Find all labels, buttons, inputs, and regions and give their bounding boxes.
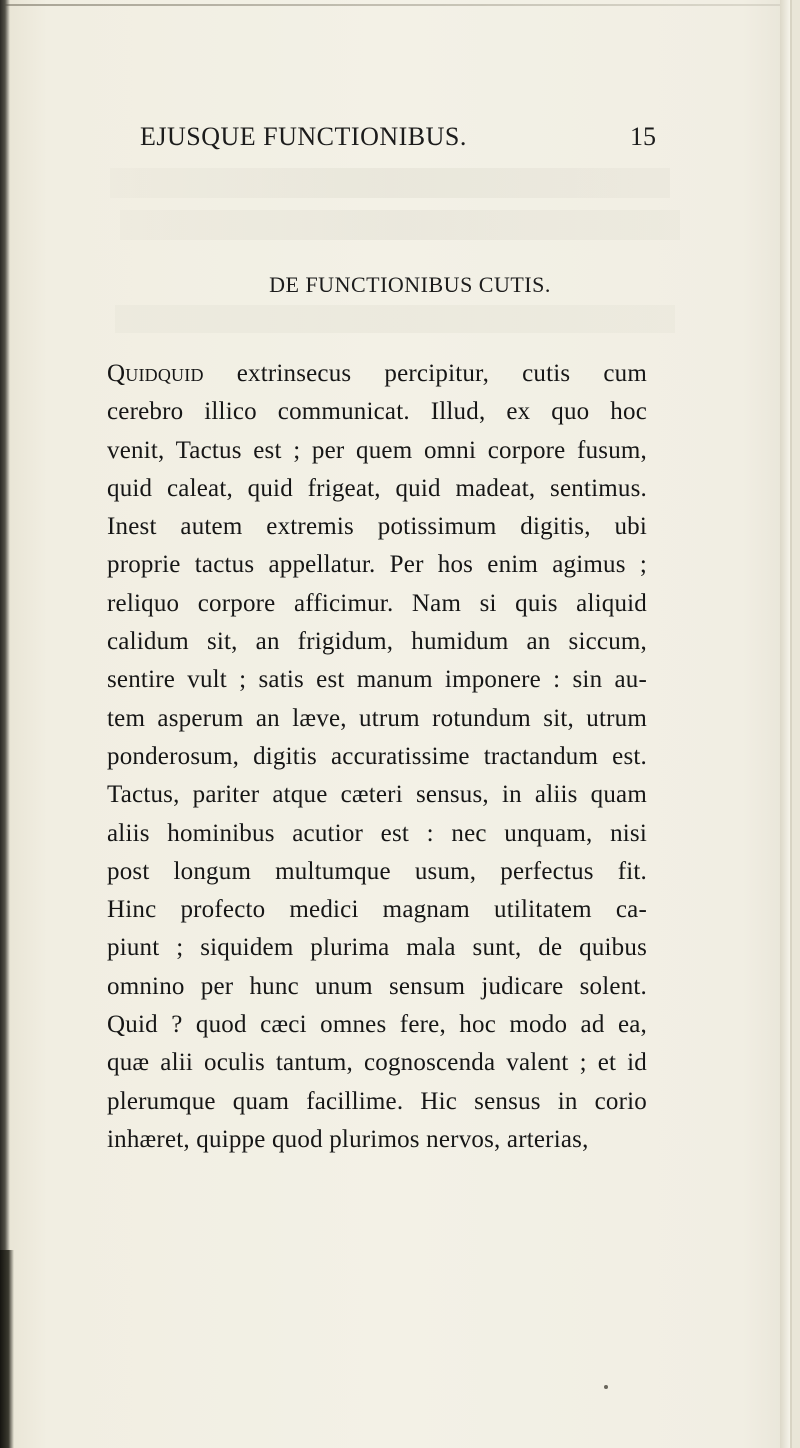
text-line (107, 432, 647, 470)
text-line (107, 1006, 647, 1044)
text-line (107, 623, 647, 661)
line-text: extrinsecus percipitur, cutis cum (203, 360, 647, 387)
line-text: Hinc profecto medici magnam utilitatem ca- (107, 896, 647, 924)
line-text: quid caleat, quid frigeat, quid madeat, sentimus. (107, 474, 647, 502)
text-line (107, 1044, 647, 1082)
text-line (107, 929, 647, 967)
text-line (107, 1083, 647, 1121)
line-text: ponderosum, digitis accuratissime tractandum est. (107, 742, 647, 770)
text-line (107, 393, 647, 431)
paragraph (107, 355, 647, 1159)
running-head-title: EJUSQUE FUNCTIONIBUS. (140, 122, 467, 151)
text-line (107, 355, 647, 393)
text-line (107, 776, 647, 814)
line-text: Inest autem extremis potissimum digitis, ubi (107, 513, 647, 541)
line-text: venit, Tactus est ; per quem omni corpore fusum, (107, 436, 647, 464)
line-text: calidum sit, an frigidum, humidum an siccum, (107, 628, 647, 656)
line-text: proprie tactus appellatur. Per hos enim agimus ; (107, 551, 647, 579)
page-speck (604, 1385, 608, 1389)
page-right-edge (780, 0, 790, 1448)
line-text: cerebro illico communicat. Illud, ex quo hoc (107, 398, 647, 426)
line-text: Quid ? quod cæci omnes fere, hoc modo ad ea, (107, 1011, 647, 1039)
line-text: omnino per hunc unum sensum judicare solent. (107, 972, 647, 1000)
text-line (107, 470, 647, 508)
text-line (107, 700, 647, 738)
text-line (107, 585, 647, 623)
page-top-edge (0, 4, 790, 6)
text-line (107, 508, 647, 546)
initial-word: Quidquid (107, 360, 204, 387)
line-text: piunt ; siquidem plurima mala sunt, de quibus (107, 934, 647, 962)
text-line (107, 815, 647, 853)
line-text: Tactus, pariter atque cæteri sensus, in aliis quam (107, 781, 647, 809)
line-text: tem asperum an læve, utrum rotundum sit, utrum (107, 704, 647, 732)
line-text: reliquo corpore afficimur. Nam si quis aliquid (107, 589, 647, 617)
show-through-texture (115, 305, 675, 333)
text-line (107, 968, 647, 1006)
text-line (107, 546, 647, 584)
binding-shadow-lower (0, 1250, 14, 1448)
line-text: inhæret, quippe quod plurimos nervos, arterias, (107, 1125, 589, 1153)
section-title: DE FUNCTIONIBUS CUTIS. (269, 272, 551, 297)
text-line (107, 738, 647, 776)
binding-shadow (0, 0, 10, 1448)
line-text: aliis hominibus acutior est : nec unquam, nisi (107, 819, 647, 847)
text-line (107, 1121, 647, 1159)
line-text: plerumque quam facillime. Hic sensus in corio (107, 1087, 647, 1115)
text-line (107, 661, 647, 699)
page-number: 15 (630, 122, 656, 151)
show-through-texture (110, 168, 670, 198)
text-line (107, 891, 647, 929)
line-text: post longum multumque usum, perfectus fit. (107, 857, 647, 885)
text-line (107, 853, 647, 891)
line-text: quæ alii oculis tantum, cognoscenda valent ; et id (107, 1049, 647, 1077)
line-text: sentire vult ; satis est manum imponere : sin au- (107, 666, 647, 694)
show-through-texture (120, 210, 680, 240)
